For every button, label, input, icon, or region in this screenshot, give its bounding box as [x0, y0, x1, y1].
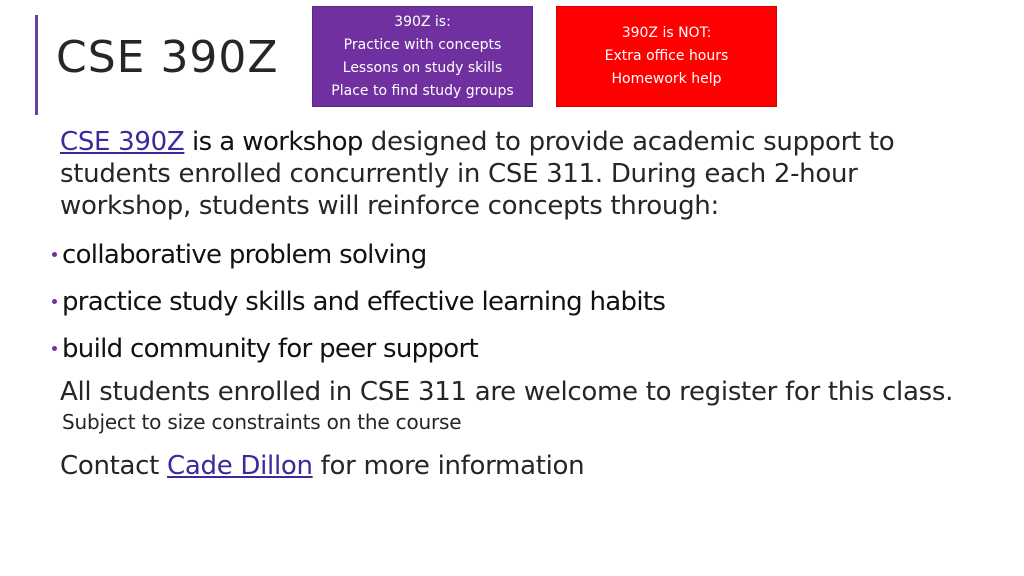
- cse-390z-link[interactable]: CSE 390Z: [60, 127, 185, 157]
- contact-line: [60, 449, 960, 483]
- bullet-text: practice study skills and effective learning habits: [62, 287, 666, 317]
- callout-is-heading: 390Z is:: [394, 13, 451, 30]
- title-accent-bar: [35, 15, 38, 115]
- callout-is-line: Lessons on study skills: [342, 59, 503, 76]
- bullet-dot-icon: [52, 346, 57, 351]
- callout-is-line: Place to find study groups: [331, 82, 514, 99]
- contact-suffix: for more information: [312, 451, 585, 481]
- callout-is-line: Practice with concepts: [343, 36, 502, 53]
- callout-not-heading: 390Z is NOT:: [621, 25, 712, 41]
- bullet-item: [52, 279, 960, 326]
- slide-title: CSE 390Z: [56, 32, 279, 83]
- welcome-text: All students enrolled in CSE 311 are welcome to register for this class.: [60, 377, 954, 407]
- bullet-text: build community for peer support: [62, 334, 478, 364]
- bullet-item: [52, 232, 960, 279]
- intro-text: designed to provide academic support to students enrolled concurrently in CSE 311. During each 2-hour workshop, students will reinforce concepts through:: [60, 127, 895, 221]
- bullet-dot-icon: [52, 299, 57, 304]
- bullet-list: [52, 232, 960, 373]
- slide-body: [60, 126, 960, 483]
- callout-390z-is-not: [556, 6, 777, 107]
- size-constraint-note: Subject to size constraints on the course: [62, 410, 462, 434]
- contact-prefix: Contact: [60, 451, 168, 481]
- workshop-highlight: is a workshop: [184, 127, 363, 157]
- intro-paragraph: [60, 126, 960, 222]
- bullet-text: collaborative problem solving: [62, 240, 427, 270]
- bullet-dot-icon: [52, 252, 57, 257]
- bullet-item: [52, 326, 960, 373]
- callout-not-line: Homework help: [611, 71, 722, 87]
- callout-not-line: Extra office hours: [604, 48, 729, 64]
- callout-390z-is: [312, 6, 533, 107]
- cade-dillon-link[interactable]: Cade Dillon: [167, 451, 313, 481]
